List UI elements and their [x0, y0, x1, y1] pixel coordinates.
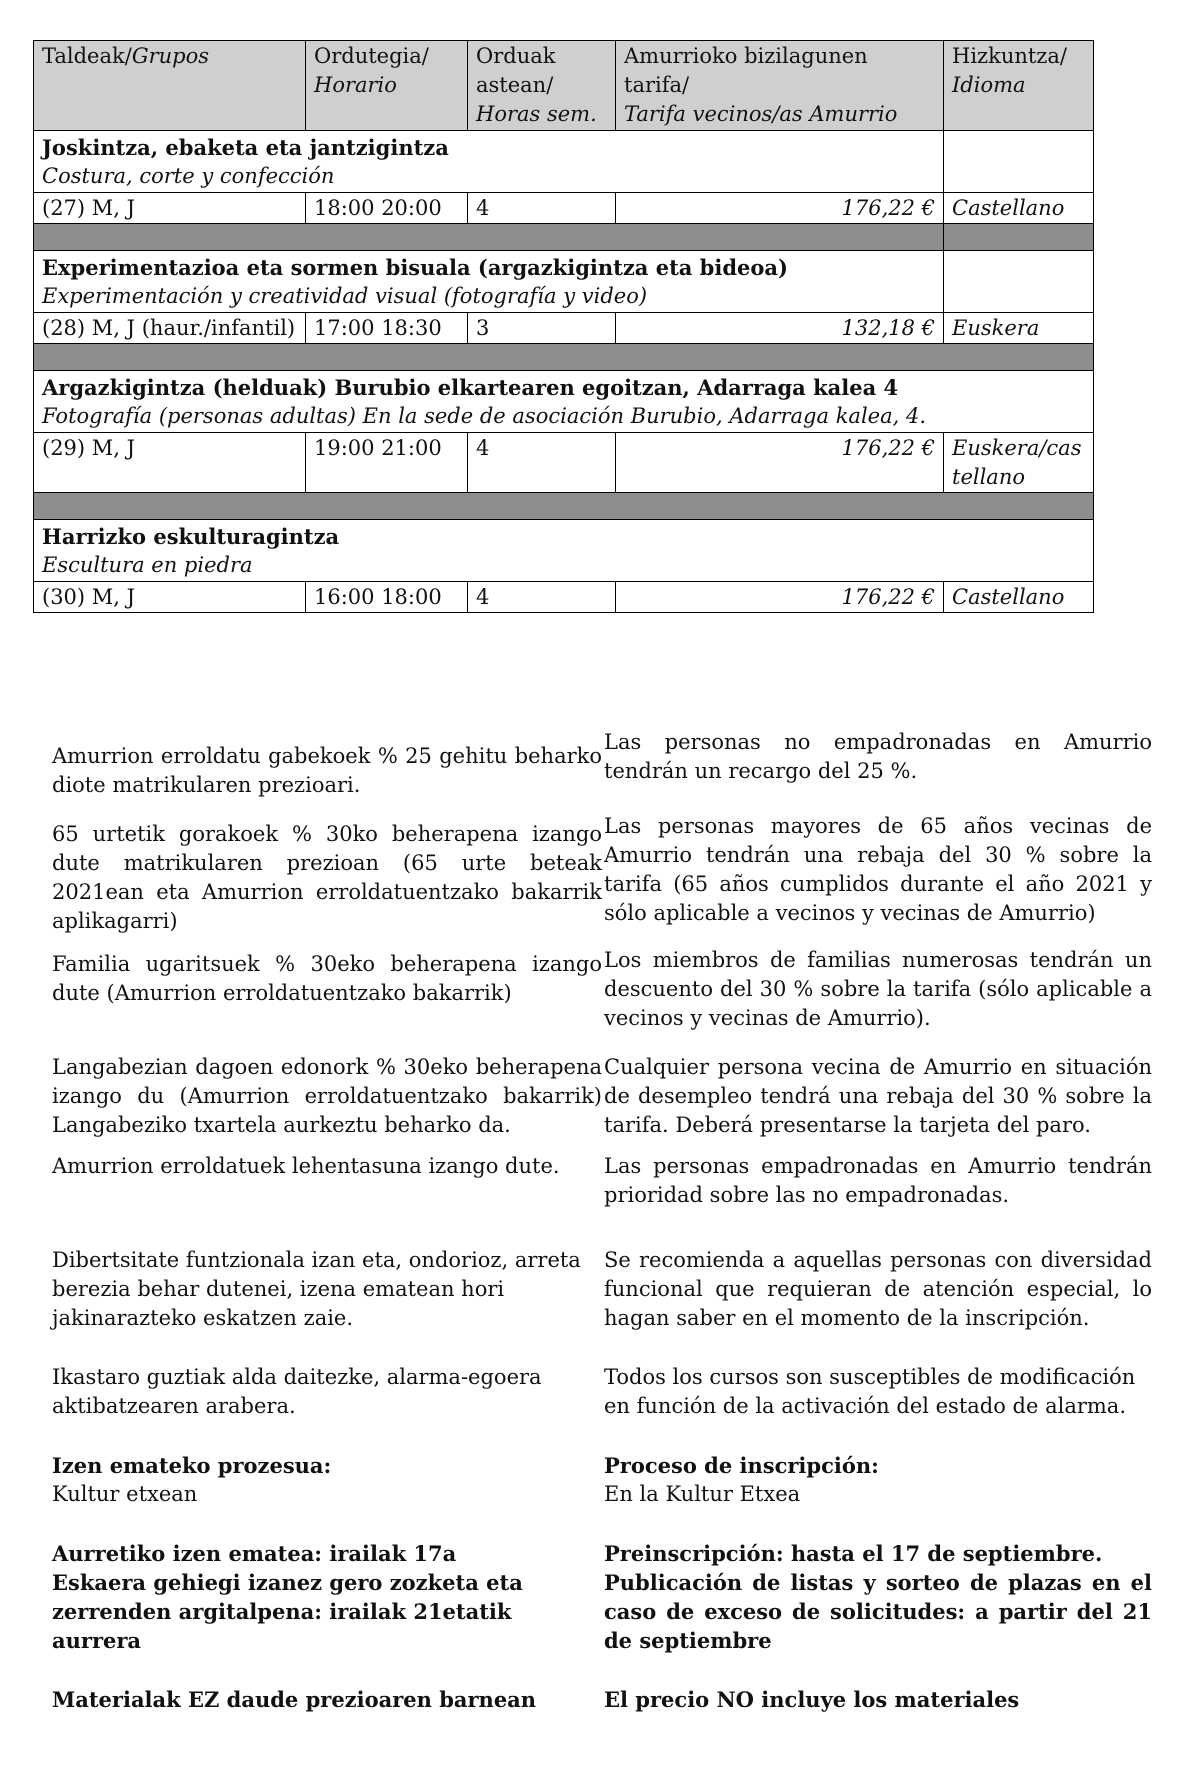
process-es-title: Proceso de inscripción:: [604, 1453, 879, 1478]
course-title-es: Costura, corte y confección: [42, 164, 335, 188]
course-title-cell: [34, 251, 944, 313]
course-title-cell: [34, 520, 1094, 582]
dates-es: [604, 1539, 1152, 1655]
course-title-cell: [34, 371, 1094, 433]
schedule-cell: 16:00 18:00: [306, 582, 468, 613]
separator-row: [34, 224, 1094, 251]
price-cell: 176,22 €: [616, 433, 944, 493]
header-groups: Taldeak/Grupos: [34, 41, 306, 131]
materials-es: El precio NO incluye los materiales: [604, 1687, 1020, 1712]
hours-cell: 4: [468, 433, 616, 493]
hours-cell: 3: [468, 313, 616, 344]
course-title-cell: [34, 131, 944, 193]
note-row: [52, 1451, 1152, 1509]
process-es: [604, 1451, 1152, 1509]
note-eu: Dibertsitate funtzionala izan eta, ondorioz, arreta berezia behar dutenei, izena ematean hori jakinarazteko eskatzen zaie.: [52, 1248, 581, 1330]
note-es: Todos los cursos son susceptibles de modificación en función de la activación del estado de alarma.: [604, 1365, 1136, 1418]
language-cell: Castellano: [944, 582, 1094, 613]
table-row: [34, 582, 1094, 613]
note-row: [52, 1246, 1152, 1333]
price-cell: 176,22 €: [616, 582, 944, 613]
note-eu: Langabezian dagoen edonork % 30eko beherapena izango du (Amurrion erroldatuentzako bakarrik) Langabeziko txartela aurkeztu beharko da.: [52, 1055, 602, 1137]
hours-cell: 4: [468, 582, 616, 613]
dates-eu-line1: Aurretiko izen ematea: irailak 17a: [52, 1541, 457, 1566]
dates-eu-line2: Eskaera gehiegi izanez gero zozketa eta zerrenden argitalpena: irailak 21etatik aurrera: [52, 1570, 523, 1653]
courses-table: [33, 40, 1094, 613]
course-title-row: [34, 520, 1094, 582]
price-cell: 176,22 €: [616, 193, 944, 224]
header-language: Hizkuntza/ Idioma: [944, 41, 1094, 131]
dates-es-line2: Publicación de listas y sorteo de plazas en el caso de exceso de solicitudes: a partir del 21 de septiembre: [604, 1570, 1152, 1653]
process-eu: [52, 1451, 602, 1509]
course-title-eu: Experimentazioa eta sormen bisuala (argazkigintza eta bideoa): [42, 255, 788, 280]
bilingual-notes: [52, 728, 1152, 1714]
header-price: Amurrioko bizilagunen tarifa/ Tarifa vecinos/as Amurrio: [616, 41, 944, 131]
note-row: [52, 1053, 1152, 1140]
process-eu-title: Izen emateko prozesua:: [52, 1453, 332, 1478]
note-es: Las personas mayores de 65 años vecinas de Amurrio tendrán una rebaja del 30 % sobre la tarifa (65 años cumplidos durante el año 2021 y sólo aplicable a vecinos y vecinas de Amurrio): [604, 814, 1152, 925]
language-cell: Euskera/castellano: [944, 433, 1094, 493]
note-eu: Amurrion erroldatu gabekoek % 25 gehitu beharko diote matrikularen prezioari.: [52, 744, 602, 797]
note-row: [52, 1363, 1152, 1421]
course-title-eu: Joskintza, ebaketa eta jantzigintza: [42, 135, 449, 160]
course-title-eu: Harrizko eskulturagintza: [42, 524, 340, 549]
note-eu: Amurrion erroldatuek lehentasuna izango dute.: [52, 1154, 560, 1178]
note-es: Cualquier persona vecina de Amurrio en situación de desempleo tendrá una rebaja del 30 % sobre la tarifa. Deberá presentarse la tarjeta del paro.: [604, 1055, 1152, 1137]
note-es: Las personas empadronadas en Amurrio tendrán prioridad sobre las no empadronadas.: [604, 1154, 1152, 1207]
course-title-es: Experimentación y creatividad visual (fotografía y video): [42, 284, 648, 308]
schedule-cell: 17:00 18:30: [306, 313, 468, 344]
price-cell: 132,18 €: [616, 313, 944, 344]
group-cell: (29) M, J: [34, 433, 306, 493]
note-eu: Familia ugaritsuek % 30eko beherapena izango dute (Amurrion erroldatuentzako bakarrik): [52, 952, 602, 1005]
course-title-es: Escultura en piedra: [42, 553, 253, 577]
course-title-row: [34, 371, 1094, 433]
header-hours: Orduak astean/ Horas sem.: [468, 41, 616, 131]
course-title-es: Fotografía (personas adultas) En la sede de asociación Burubio, Adarraga kalea, 4.: [42, 404, 926, 428]
note-eu: Ikastaro guztiak alda daitezke, alarma-egoera aktibatzearen arabera.: [52, 1365, 542, 1418]
dates-eu: [52, 1539, 602, 1655]
note-row: [52, 946, 1152, 1033]
table-row: [34, 193, 1094, 224]
group-cell: (30) M, J: [34, 582, 306, 613]
note-eu: 65 urtetik gorakoek % 30ko beherapena izango dute matrikularen prezioan (65 urte beteak 2021ean eta Amurrion erroldatuentzako bakarrik aplikagarri): [52, 822, 602, 933]
empty-cell: [944, 131, 1094, 193]
separator-row: [34, 493, 1094, 520]
schedule-cell: 18:00 20:00: [306, 193, 468, 224]
process-eu-text: Kultur etxean: [52, 1482, 198, 1506]
table-header-row: [34, 41, 1094, 131]
header-schedule: Ordutegia/ Horario: [306, 41, 468, 131]
language-cell: Euskera: [944, 313, 1094, 344]
empty-cell: [944, 251, 1094, 313]
table-row: [34, 433, 1094, 493]
dates-es-line1: Preinscripción: hasta el 17 de septiembre.: [604, 1541, 1103, 1566]
note-es: Se recomienda a aquellas personas con diversidad funcional que requieran de atención especial, lo hagan saber en el momento de la inscripción.: [604, 1248, 1152, 1330]
group-cell: (28) M, J (haur./infantil): [34, 313, 306, 344]
note-row: [52, 1685, 1152, 1714]
note-row: [52, 1152, 1152, 1210]
table-row: [34, 313, 1094, 344]
materials-eu: Materialak EZ daude prezioaren barnean: [52, 1687, 537, 1712]
note-row: [52, 812, 1152, 936]
note-row: [52, 1539, 1152, 1655]
process-es-text: En la Kultur Etxea: [604, 1482, 801, 1506]
note-row: [52, 728, 1152, 800]
note-es: Las personas no empadronadas en Amurrio tendrán un recargo del 25 %.: [604, 730, 1152, 783]
note-es: Los miembros de familias numerosas tendrán un descuento del 30 % sobre la tarifa (sólo aplicable a vecinos y vecinas de Amurrio).: [604, 948, 1152, 1030]
schedule-cell: 19:00 21:00: [306, 433, 468, 493]
hours-cell: 4: [468, 193, 616, 224]
course-title-row: [34, 251, 1094, 313]
group-cell: (27) M, J: [34, 193, 306, 224]
language-cell: Castellano: [944, 193, 1094, 224]
course-title-row: [34, 131, 1094, 193]
course-title-eu: Argazkigintza (helduak) Burubio elkartearen egoitzan, Adarraga kalea 4: [42, 375, 899, 400]
separator-row: [34, 344, 1094, 371]
